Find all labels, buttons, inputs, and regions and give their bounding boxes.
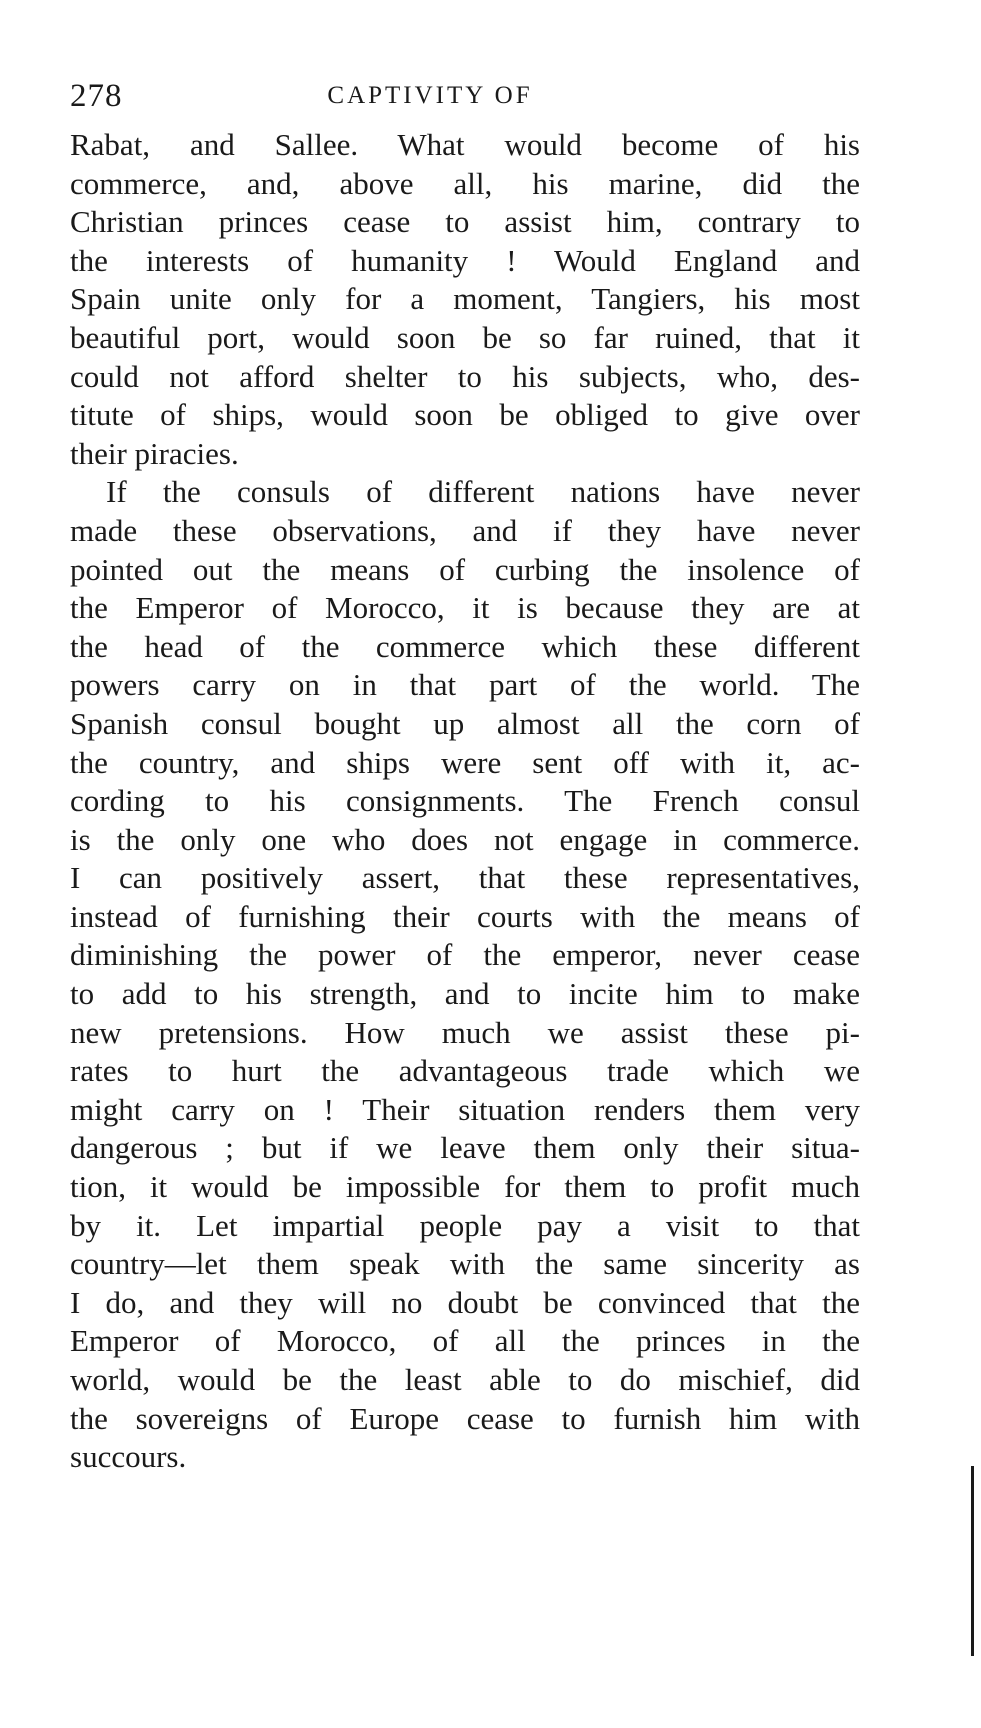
text-line: Spanish consul bought up almost all the corn of — [70, 705, 860, 741]
text-line: beautiful port, would soon be so far ruined, that it — [70, 319, 860, 355]
text-line: commerce, and, above all, his marine, did the — [70, 165, 860, 201]
text-line: could not afford shelter to his subjects, who, des- — [70, 358, 860, 394]
text-line: world, would be the least able to do mischief, did — [70, 1362, 860, 1397]
text-line: succours. — [70, 1439, 187, 1475]
text-line: the Emperor of Morocco, it is because they are at — [70, 590, 860, 626]
text-line: made these observations, and if they have never — [70, 512, 860, 548]
text-line: the country, and ships were sent off with it, ac- — [70, 744, 860, 780]
text-line: to add to his strength, and to incite him to make — [70, 976, 860, 1012]
text-line: Spain unite only for a moment, Tangiers, his most — [70, 281, 860, 317]
text-line: is the only one who does not engage in commerce. — [70, 821, 860, 857]
text-line: I can positively assert, that these representatives, — [70, 860, 860, 896]
text-line: tion, it would be impossible for them to profit much — [70, 1169, 860, 1205]
text-line: the interests of humanity ! Would England and — [70, 242, 860, 278]
text-line: dangerous ; but if we leave them only their situa- — [70, 1130, 860, 1166]
text-line: pointed out the means of curbing the insolence of — [70, 551, 860, 587]
text-line: new pretensions. How much we assist these pi- — [70, 1014, 860, 1050]
text-line: rates to hurt the advantageous trade which we — [70, 1053, 860, 1089]
body-text — [70, 126, 860, 1477]
text-line: instead of furnishing their courts with the means of — [70, 898, 860, 934]
text-line: their piracies. — [70, 435, 239, 471]
running-head — [70, 78, 860, 118]
text-line: might carry on ! Their situation renders them very — [70, 1091, 860, 1127]
paragraph — [70, 126, 860, 473]
text-line: country—let them speak with the same sincerity as — [70, 1246, 860, 1282]
text-line: If the consuls of different nations have never — [106, 474, 860, 510]
text-line: titute of ships, would soon be obliged to give over — [70, 397, 860, 433]
page-edge-mark — [971, 1466, 974, 1656]
text-line: cording to his consignments. The French consul — [70, 783, 860, 819]
text-line: powers carry on in that part of the world. The — [70, 667, 860, 703]
text-line: Christian princes cease to assist him, contrary to — [70, 204, 860, 240]
text-line: Emperor of Morocco, of all the princes in the — [70, 1323, 860, 1359]
text-line: by it. Let impartial people pay a visit to that — [70, 1207, 860, 1243]
page-number: 278 — [70, 78, 123, 114]
running-title: CAPTIVITY OF — [327, 82, 533, 109]
text-line: I do, and they will no doubt be convinced that the — [70, 1284, 860, 1320]
text-line: the head of the commerce which these different — [70, 628, 860, 664]
text-line: diminishing the power of the emperor, never cease — [70, 937, 860, 973]
text-line: Rabat, and Sallee. What would become of his — [70, 127, 860, 162]
text-line: the sovereigns of Europe cease to furnish him with — [70, 1400, 860, 1436]
paragraph — [70, 473, 860, 1476]
